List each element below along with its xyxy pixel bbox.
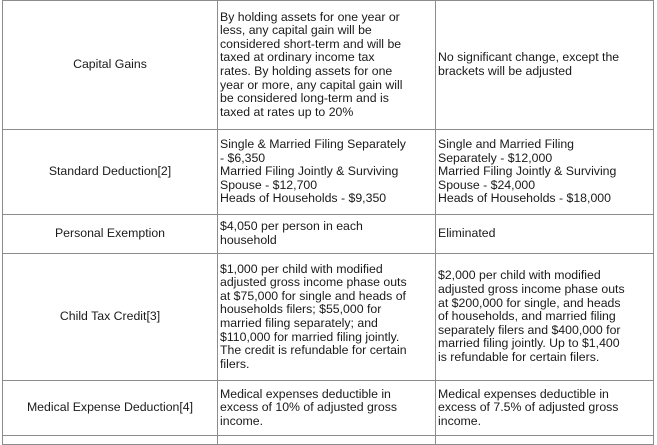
cell-line: No significant change, except the bbox=[438, 50, 620, 65]
cell-line: year or more, any capital gain will bbox=[220, 77, 403, 92]
tax-comparison-table bbox=[2, 0, 654, 445]
cell-line: - $6,350 bbox=[220, 150, 266, 165]
cell-line: Heads of Households - $18,000 bbox=[438, 191, 611, 206]
cell-line: Single and Married Filing bbox=[438, 137, 575, 152]
cell-line: household bbox=[220, 233, 277, 247]
cell-line: be considered long-term and is bbox=[220, 91, 389, 106]
cell-line: households filers; $55,000 for bbox=[220, 302, 382, 317]
cell-line: is refundable for certain filers. bbox=[438, 349, 600, 364]
cell-line: brackets will be adjusted bbox=[438, 64, 572, 78]
cell-line: married filing separately; and bbox=[220, 316, 378, 330]
cell-line: taxed at ordinary income tax bbox=[220, 50, 375, 65]
cell-line: Married Filing Jointly & Surviving bbox=[220, 164, 399, 179]
cell-line: of households, and married filing bbox=[438, 309, 616, 324]
cell-line: income. bbox=[220, 413, 264, 428]
cell-line: $110,000 for married filing jointly. bbox=[220, 329, 400, 344]
current-law-cell bbox=[218, 381, 436, 436]
cell-line: Spouse - $12,700 bbox=[220, 177, 318, 192]
cell-line: $2,000 per child with modified bbox=[438, 268, 601, 283]
row-label: Capital Gains bbox=[3, 1, 218, 130]
cell-line: The credit is refundable for certain bbox=[220, 343, 407, 358]
cell-line: Single & Married Filing Separately bbox=[220, 137, 406, 152]
cell-line: at $200,000 for single, and heads bbox=[438, 295, 621, 310]
cell-line: Medical expenses deductible in bbox=[220, 386, 391, 401]
cell-line: less, any capital gain will be bbox=[220, 23, 372, 38]
row-label-empty bbox=[3, 436, 218, 445]
cell-line: married filing jointly. Up to $1,400 bbox=[438, 336, 620, 351]
table-row-child-tax-credit bbox=[3, 254, 654, 381]
new-law-cell bbox=[436, 215, 654, 254]
cell-line: adjusted gross income phase outs bbox=[438, 282, 625, 297]
cell-line: Spouse - $24,000 bbox=[438, 177, 536, 192]
new-law-cell bbox=[436, 130, 654, 215]
cell-line: Medical expenses deductible in bbox=[438, 386, 609, 401]
cell-line: filers. bbox=[220, 356, 250, 371]
row-label: Personal Exemption bbox=[3, 215, 218, 254]
cell-line: Married Filing Jointly & Surviving bbox=[438, 164, 617, 179]
row-label: Medical Expense Deduction[4] bbox=[3, 381, 218, 436]
current-law-cell bbox=[218, 254, 436, 381]
cell-line: Eliminated bbox=[438, 226, 496, 241]
cell-line: taxed at rates up to 20% bbox=[220, 104, 354, 119]
cell-line: at $75,000 for single and heads of bbox=[220, 288, 406, 303]
new-law-cell bbox=[436, 1, 654, 130]
cell-line: excess of 7.5% of adjusted gross bbox=[438, 400, 619, 415]
row-label: Standard Deduction[2] bbox=[3, 130, 218, 215]
current-law-cell bbox=[218, 1, 436, 130]
cell-line: separately filers and $400,000 for bbox=[438, 322, 621, 337]
table-row-capital-gains bbox=[3, 1, 654, 130]
cell-line: rates. By holding assets for one bbox=[220, 64, 393, 78]
cell-line: Heads of Households - $9,350 bbox=[220, 191, 387, 206]
table-row-partial bbox=[3, 436, 654, 445]
cell-line: considered short-term and will be bbox=[220, 36, 402, 51]
current-law-cell-empty bbox=[218, 436, 436, 445]
cell-line: $1,000 per child with modified bbox=[220, 261, 383, 276]
row-label: Child Tax Credit[3] bbox=[3, 254, 218, 381]
cell-line: adjusted gross income phase outs bbox=[220, 275, 407, 290]
current-law-cell bbox=[218, 215, 436, 254]
cell-line: By holding assets for one year or bbox=[220, 9, 400, 24]
new-law-cell bbox=[436, 381, 654, 436]
table-row-standard-deduction bbox=[3, 130, 654, 215]
table-row-medical-expense-deduction bbox=[3, 381, 654, 436]
cell-line: income. bbox=[438, 413, 482, 428]
current-law-cell bbox=[218, 130, 436, 215]
new-law-cell-empty bbox=[436, 436, 654, 445]
table-row-personal-exemption bbox=[3, 215, 654, 254]
cell-line: $4,050 per person in each bbox=[220, 219, 363, 234]
new-law-cell bbox=[436, 254, 654, 381]
cell-line: Separately - $12,000 bbox=[438, 150, 553, 165]
cell-line: excess of 10% of adjusted gross bbox=[220, 400, 398, 415]
